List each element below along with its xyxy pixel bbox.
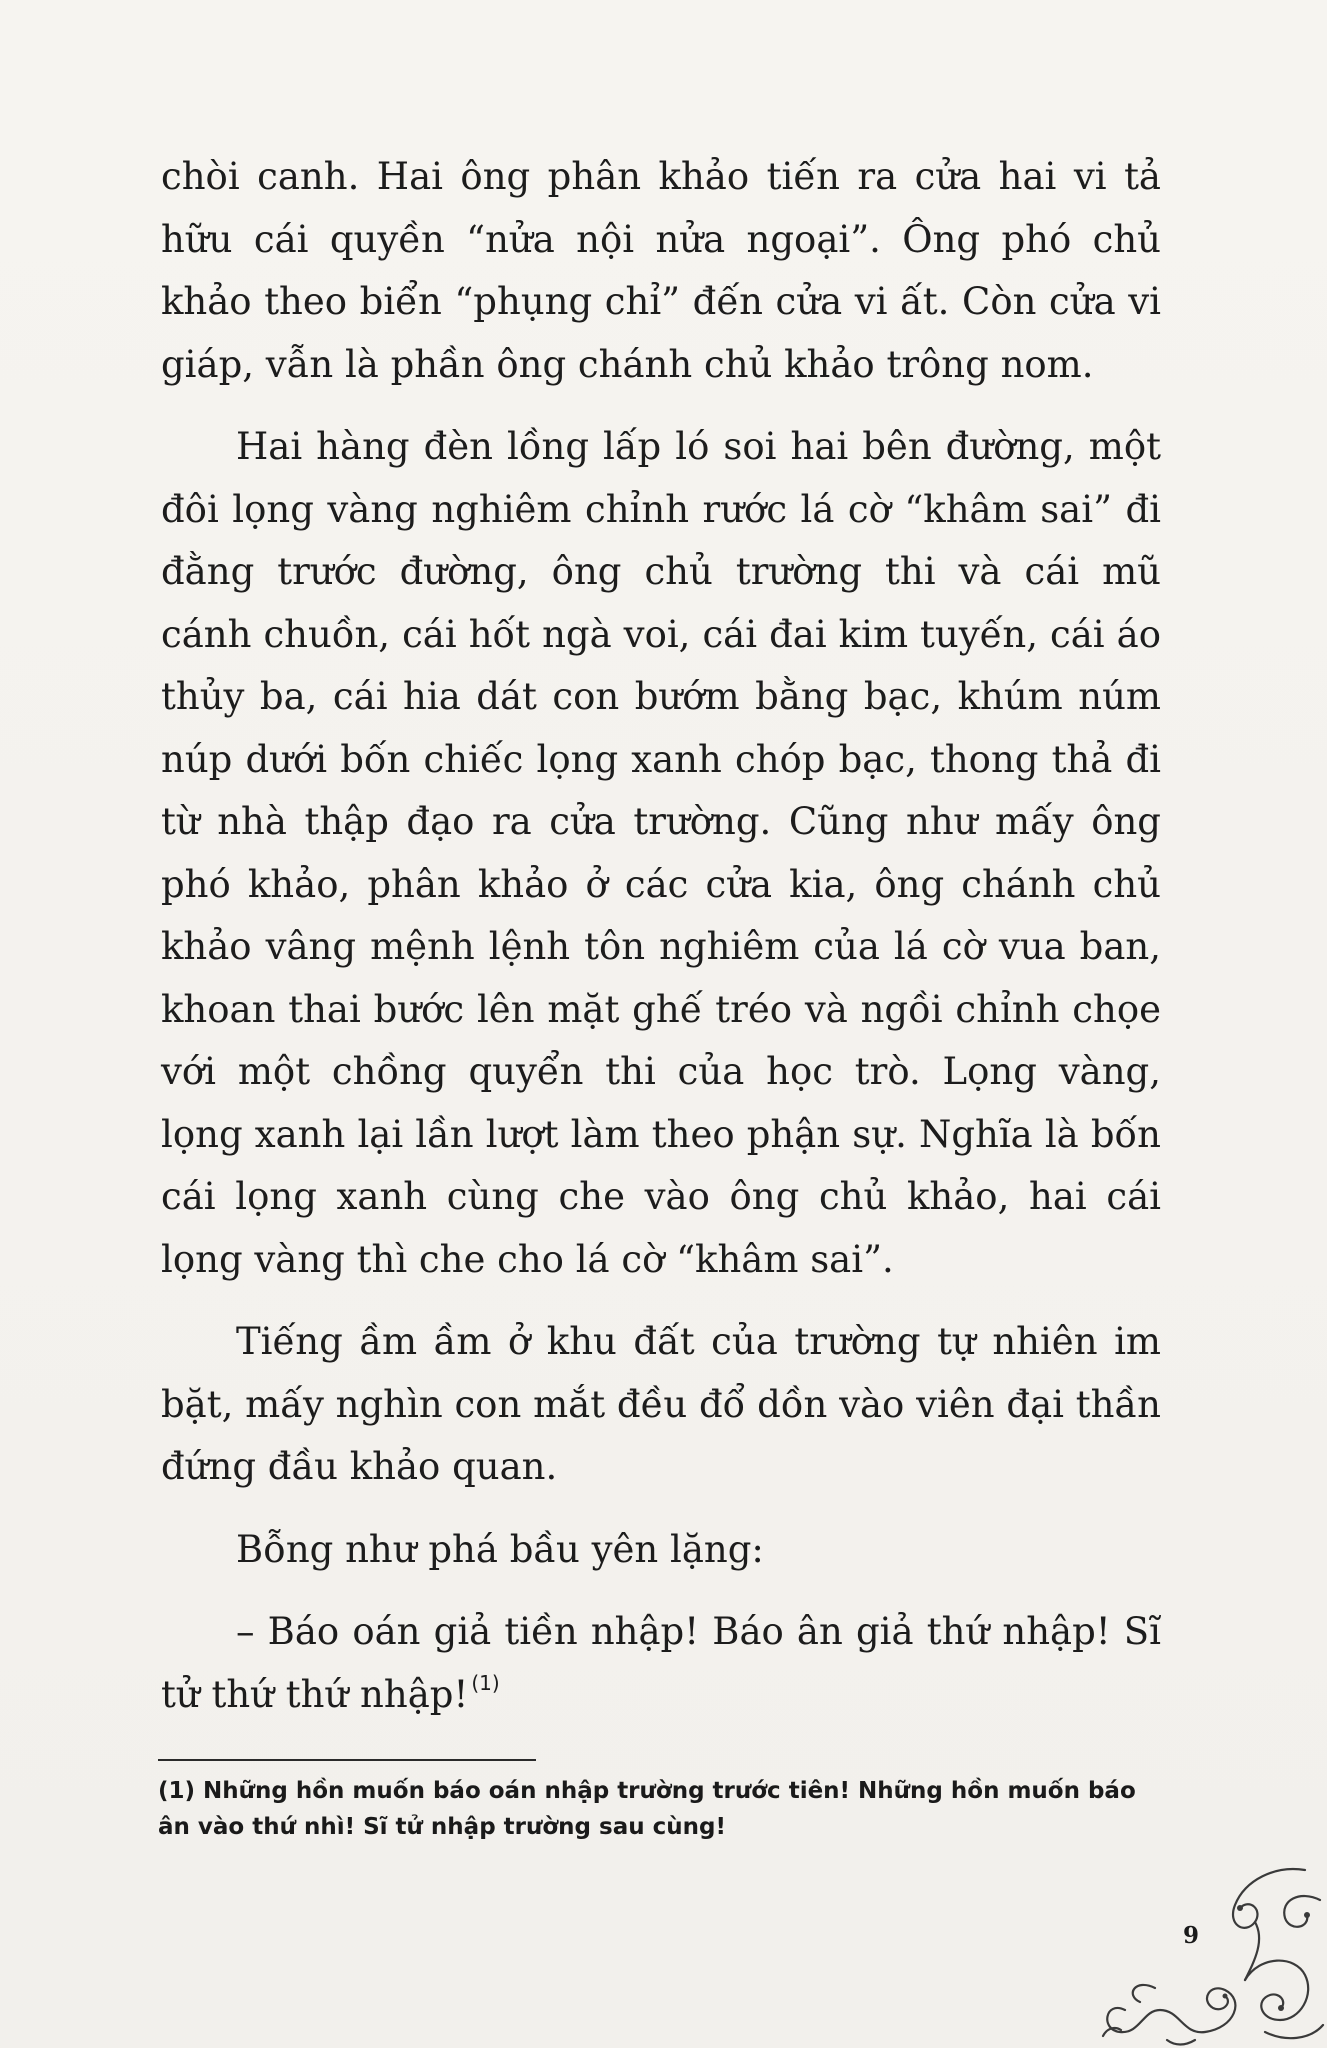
page-number: 9 bbox=[1182, 1922, 1199, 1949]
paragraph-1: chòi canh. Hai ông phân khảo tiến ra cửa hai vi tả hữu cái quyền “nửa nội nửa ngoại”. Ông phó chủ khảo theo biển “phụng chỉ” đến cửa vi ất. Còn cửa vi giáp, vẫn là phần ông chánh chủ khảo trông nom. bbox=[161, 155, 1161, 386]
scroll-flourish-icon bbox=[1095, 1860, 1327, 2048]
paragraph-4: Bỗng như phá bầu yên lặng: bbox=[236, 1527, 764, 1571]
footnote-divider bbox=[158, 1759, 536, 1761]
footnote-reference: (1) bbox=[471, 1670, 500, 1695]
paragraph-5-text: – Báo oán giả tiền nhập! Báo ân giả thứ nhập! Sĩ tử thứ thứ nhập! bbox=[161, 1610, 1161, 1716]
paragraph-3: Tiếng ầm ầm ở khu đất của trường tự nhiên im bặt, mấy nghìn con mắt đều đổ dồn vào viên đại thần đứng đầu khảo quan. bbox=[161, 1320, 1161, 1488]
footnote-text: (1) Những hồn muốn báo oán nhập trường trước tiên! Những hồn muốn báo ân vào thứ nhì! Sĩ tử nhập trường sau cùng! bbox=[158, 1778, 1136, 1840]
paragraph-2: Hai hàng đèn lồng lấp ló soi hai bên đường, một đôi lọng vàng nghiêm chỉnh rước lá cờ “khâm sai” đi đằng trước đường, ông chủ trường thi và cái mũ cánh chuồn, cái hốt ngà voi, cái đai kim tuyến, cái áo thủy ba, cái hia dát con bướm bằng bạc, khúm núm núp dưới bốn chiếc lọng xanh chóp bạc, thong thả đi từ nhà thập đạo ra cửa trường. Cũng như mấy ông phó khảo, phân khảo ở các cửa kia, ông chánh chủ khảo vâng mệnh lệnh tôn nghiêm của lá cờ vua ban, khoan thai bước lên mặt ghế tréo và ngồi chỉnh chọe với một chồng quyển thi của học trò. Lọng vàng, lọng xanh lại lần lượt làm theo phận sự. Nghĩa là bốn cái lọng xanh cùng che vào ông chủ khảo, hai cái lọng vàng thì che cho lá cờ “khâm sai”. bbox=[161, 425, 1161, 1281]
main-text bbox=[161, 146, 1161, 1746]
paragraph-5 bbox=[161, 1601, 1161, 1726]
